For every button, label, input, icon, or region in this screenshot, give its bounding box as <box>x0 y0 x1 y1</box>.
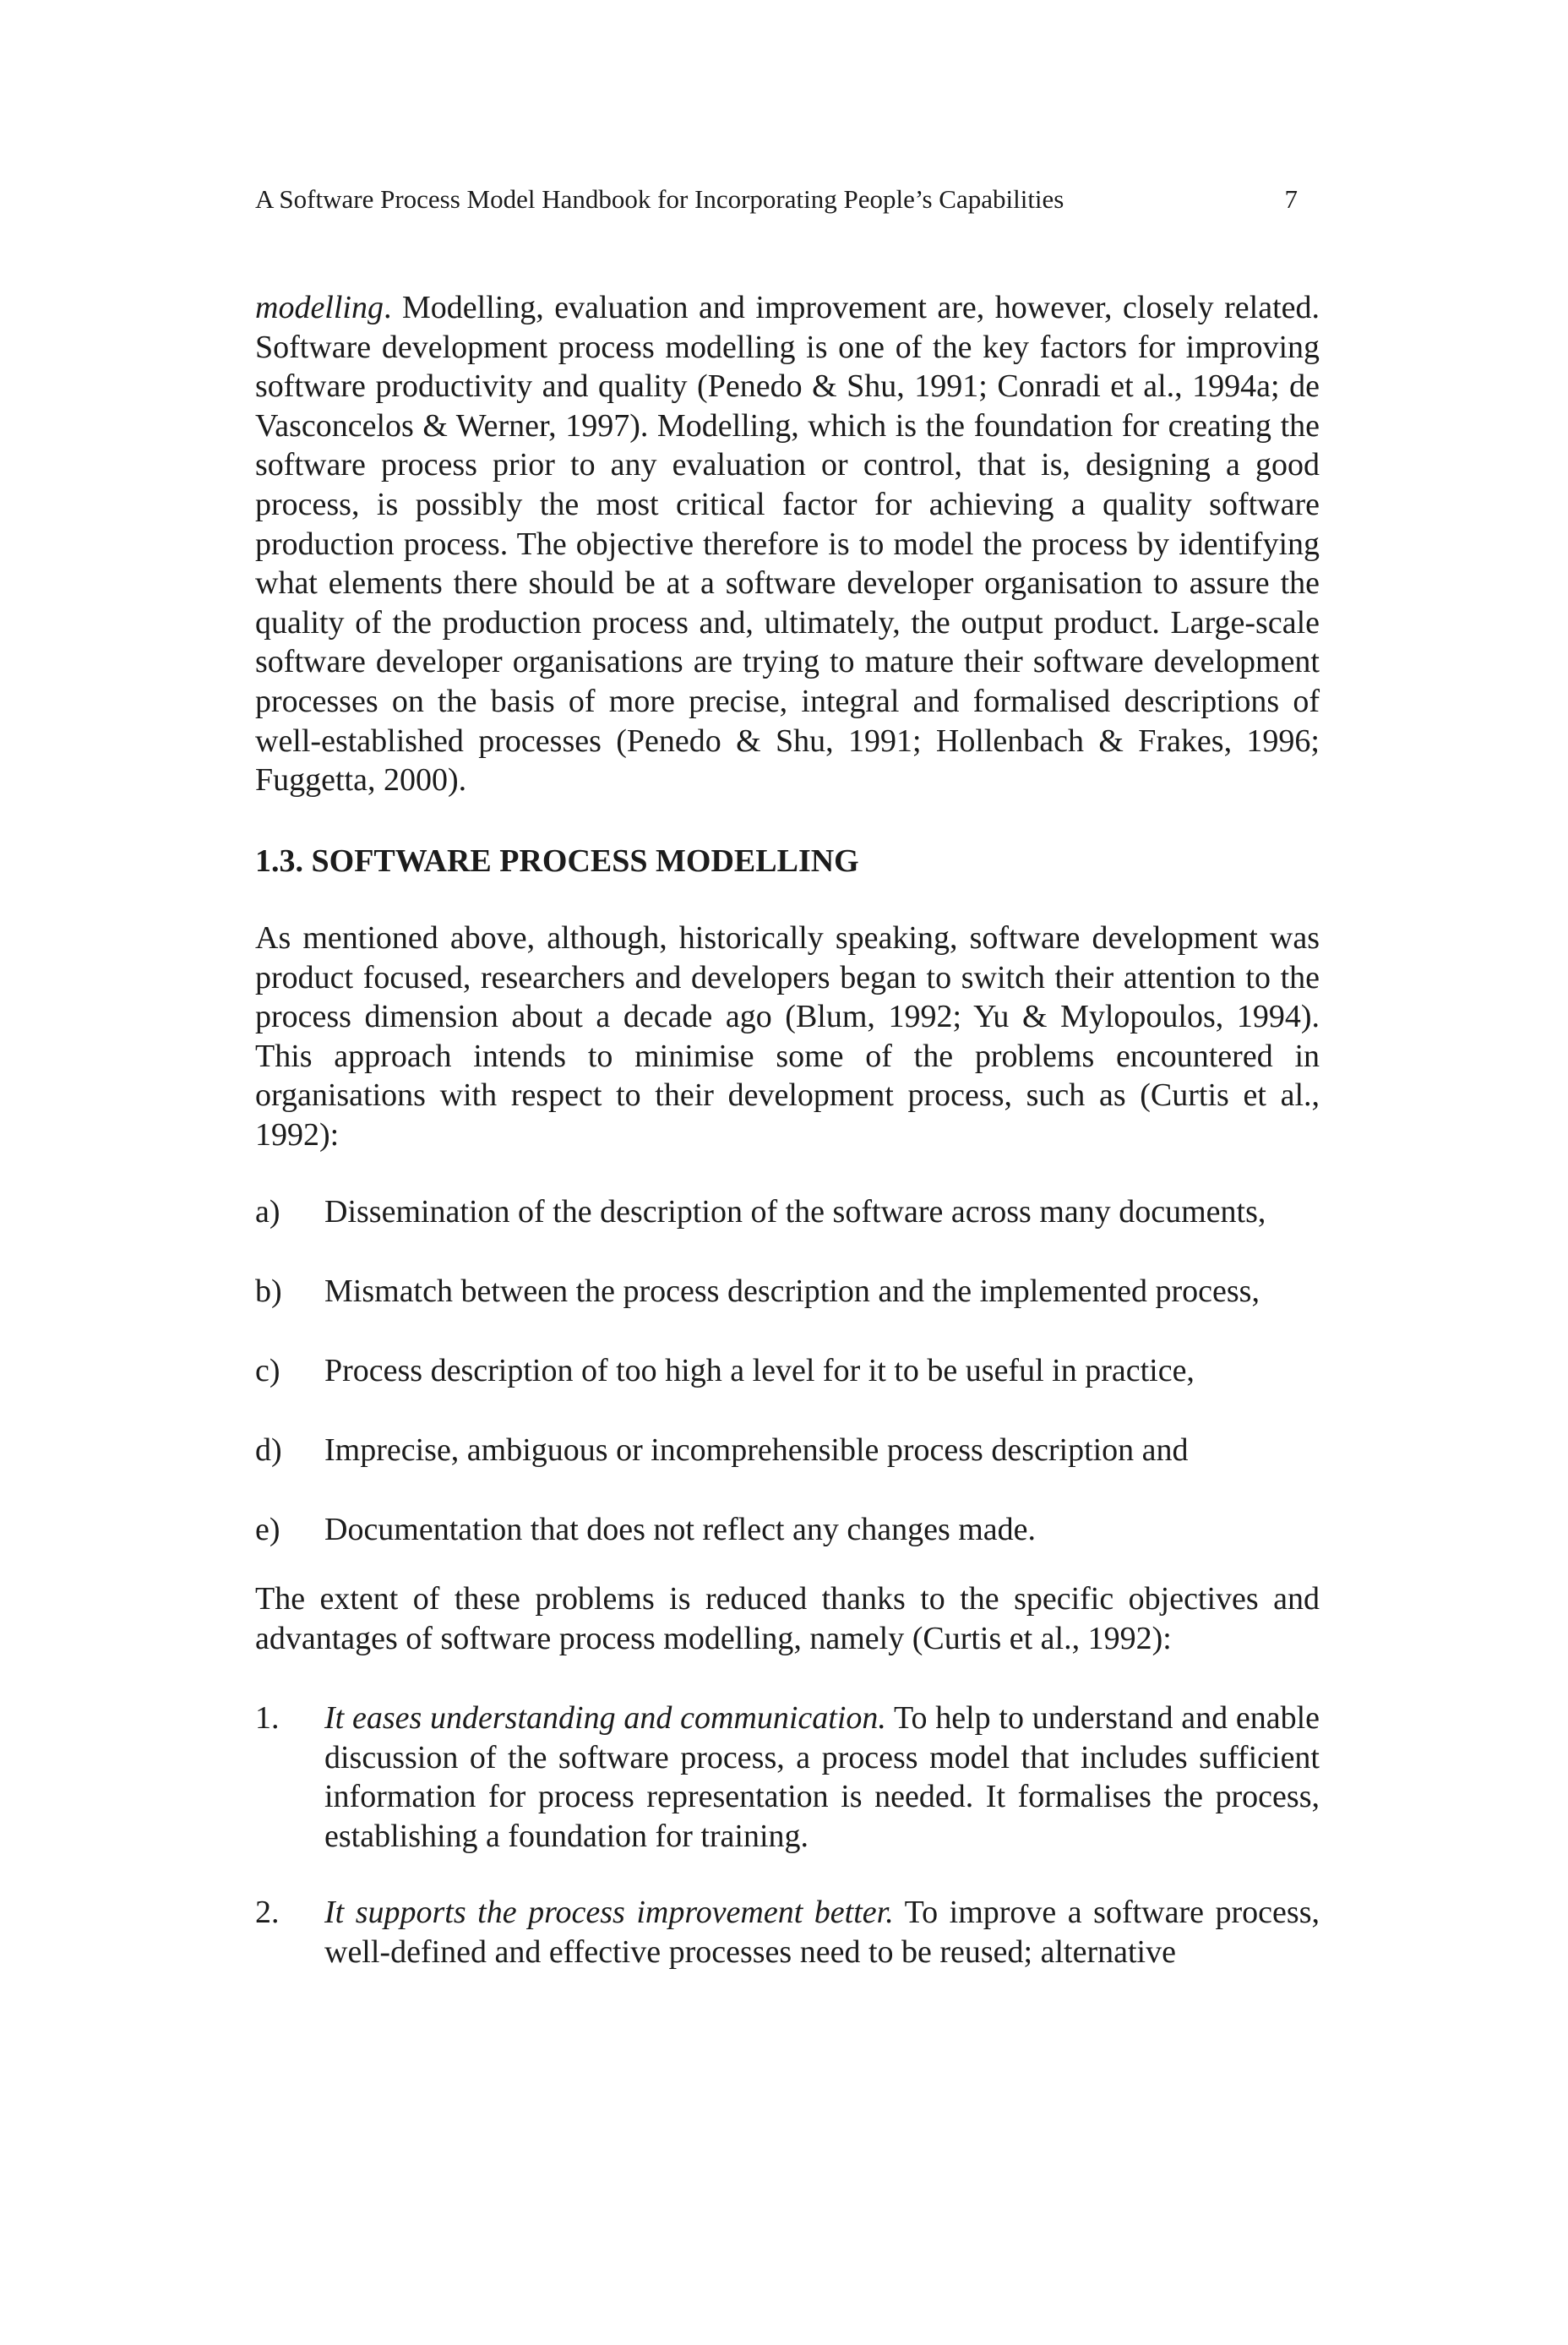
list-item-text: Imprecise, ambiguous or incomprehensible process description and <box>324 1432 1189 1468</box>
objective-description: To improve a software process, well-defined and effective processes need to be reused; alternative <box>324 1895 1320 1970</box>
list-item-text: Mismatch between the process description and the implemented process, <box>324 1273 1260 1309</box>
list-marker: a) <box>255 1194 280 1230</box>
paragraph-objectives: The extent of these problems is reduced thanks to the specific objectives and advantages of software process modelling, namely (Curtis et al., 1992): <box>255 1581 1320 1656</box>
paragraph-intro: As mentioned above, although, historically speaking, software development was product focused, researchers and developers began to switch their attention to the process dimension about a decade ago (Blum, 1992; Yu & Mylopoulos, 1994). This approach intends to minimise some of the problems encountered in organisations with respect to their development process, such as (Curtis et al., 1992): <box>255 920 1320 1153</box>
list-marker: b) <box>255 1273 282 1309</box>
numbered-item <box>255 1893 1320 1971</box>
objective-description: To help to understand and enable discussion of the software process, a process model that includes sufficient information for process representation is needed. It formalises the process, establishing a foundation for training. <box>324 1700 1320 1854</box>
numbered-item-text <box>324 1699 1320 1856</box>
list-item <box>255 1272 1320 1312</box>
paragraph-text: . Modelling, evaluation and improvement are, however, closely related. Software development process modelling is one of the key factors for improving software productivity and quality (Penedo & Shu, 1991; Conradi et al., 1994a; de Vasconcelos & Werner, 1997). Modelling, which is the foundation for creating the software process prior to any evaluation or control, that is, designing a good process, is possibly the most critical factor for achieving a quality software production process. The objective therefore is to model the process by identifying what elements there should be at a software developer organisation to assure the quality of the production process and, ultimately, the output product. Large-scale software developer organisations are trying to mature their software development processes on the basis of more precise, integral and formalised descriptions of well-established processes (Penedo & Shu, 1991; Hollenbach & Frakes, 1996; Fuggetta, 2000). <box>255 290 1320 799</box>
list-item <box>255 1192 1320 1232</box>
header-title: A Software Process Model Handbook for Incorporating People’s Capabilities <box>255 184 1064 214</box>
objective-title: It supports the process improvement better. <box>324 1895 894 1930</box>
list-item <box>255 1351 1320 1391</box>
running-header <box>255 183 1315 216</box>
numbered-item-text <box>324 1893 1320 1971</box>
italic-term: modelling <box>255 290 384 325</box>
numbered-marker: 1. <box>255 1700 280 1736</box>
numbered-marker: 2. <box>255 1895 280 1930</box>
numbered-item <box>255 1699 1320 1856</box>
list-item-text: Dissemination of the description of the software across many documents, <box>324 1194 1266 1230</box>
paragraph-modelling <box>255 288 1320 800</box>
list-marker: e) <box>255 1512 280 1547</box>
list-marker: d) <box>255 1432 282 1468</box>
list-item-text: Documentation that does not reflect any changes made. <box>324 1512 1037 1547</box>
list-item <box>255 1510 1320 1550</box>
section-heading: 1.3. SOFTWARE PROCESS MODELLING <box>255 843 859 879</box>
list-item <box>255 1431 1320 1470</box>
page-number: 7 <box>1284 184 1298 214</box>
list-item-text: Process description of too high a level for it to be useful in practice, <box>324 1353 1195 1388</box>
list-marker: c) <box>255 1353 280 1388</box>
objective-title: It eases understanding and communication. <box>324 1700 886 1736</box>
